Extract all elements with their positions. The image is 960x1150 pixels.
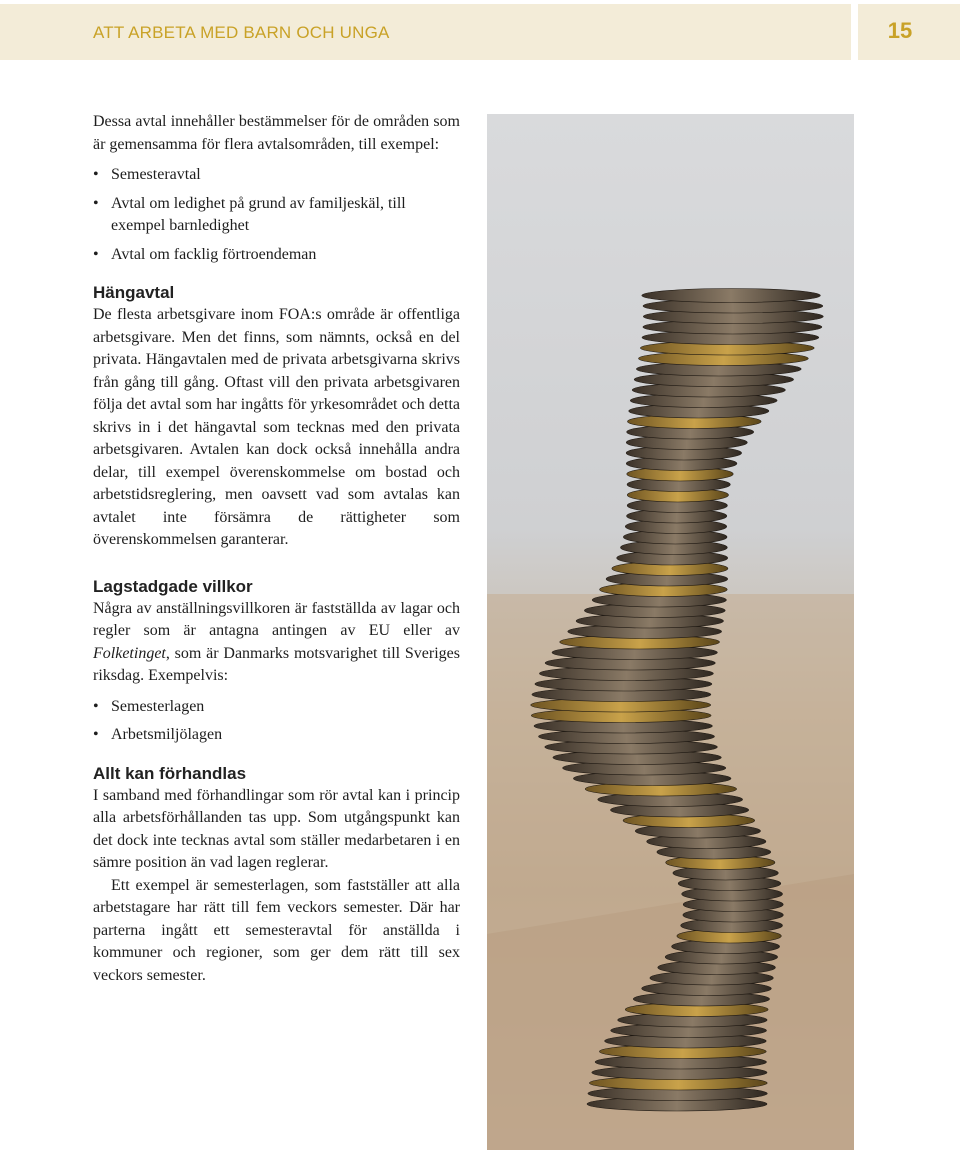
- intro-paragraph: Dessa avtal innehåller bestämmelser för de områden som är gemensamma för flera avtalsområden, till exempel:: [93, 113, 460, 153]
- list-item: [93, 193, 460, 238]
- running-title: ATT ARBETA MED BARN OCH UNGA: [93, 23, 390, 42]
- list-item: [93, 696, 460, 719]
- page-header: [0, 0, 960, 64]
- page-number: 15: [887, 18, 913, 43]
- bullet-icon: •: [93, 726, 99, 743]
- bullet-icon: •: [93, 697, 99, 715]
- list-item: [93, 164, 460, 187]
- list-item-text: Avtal om facklig förtroendeman: [111, 245, 317, 263]
- intro-bullet-list: [93, 164, 460, 266]
- section-heading-hangavtal: Hängavtal: [93, 283, 175, 302]
- forhandlas-paragraph-1: I samband med förhandlingar som rör avtal kan i princip alla arbetsförhållanden tas upp. Som utgångspunkt kan det dock inte tecknas avtal som ställer medarbetaren i en sämre position än vad lagen reglerar.: [93, 786, 460, 871]
- list-item: [93, 724, 460, 747]
- bullet-icon: •: [93, 194, 99, 212]
- bullet-icon: •: [93, 245, 99, 263]
- coin: [642, 289, 821, 303]
- forhandlas-paragraph-2: Ett exempel är semesterlagen, som fastställer att alla arbetstagare har rätt till fem veckors semester. Där har parterna ingått ett semesteravtal för anställda i kommuner och regioner, som ger dem rätt till sex veckors semester.: [93, 876, 460, 984]
- coin-stack-photo: [487, 114, 854, 1150]
- text-column: [93, 111, 460, 987]
- list-item-text: Semesterlagen: [111, 697, 205, 715]
- list-item-text: Semesteravtal: [111, 166, 201, 183]
- coin-stack-illustration: [487, 114, 854, 1150]
- section-heading-lagstadgade: Lagstadgade villkor: [93, 576, 253, 596]
- folketinget-term: Folketinget: [93, 644, 166, 662]
- list-item: [93, 244, 460, 267]
- hangavtal-paragraph: De flesta arbetsgivare inom FOA:s område är offentliga arbetsgivare. Men det finns, som nämnts, också en del privata. Hängavtalen med de privata arbetsgivarna skrivs från gång till gång. Oftast vill den privata arbetsgivaren följa det avtal som har ingåtts för yrkesområdet och detta skrivs in i det hängavtal som tecknas med den privata arbetsgivaren. Avtalen kan dock också innehålla andra delar, till exempel överenskommelse om bostad och arbetstidsreglering, men oavsett vad som avtalas kan avtalet inte försämra de rättigheter som överenskommelsen garanterar.: [93, 306, 460, 548]
- list-item-text: Avtal om ledighet på grund av familjeskäl, till exempel barnledighet: [111, 194, 406, 234]
- lagstadgade-paragraph: Några av anställningsvillkoren är fastställda av lagar och regler som är antagna antingen av EU eller av Folketinget, som är Danmarks motsvarighet till Sveriges riksdag. Exempelvis:: [93, 599, 460, 684]
- bullet-icon: •: [93, 166, 99, 183]
- section-heading-forhandlas: Allt kan förhandlas: [93, 763, 247, 783]
- list-item-text: Arbetsmiljölagen: [111, 726, 223, 743]
- law-bullet-list: [93, 696, 460, 747]
